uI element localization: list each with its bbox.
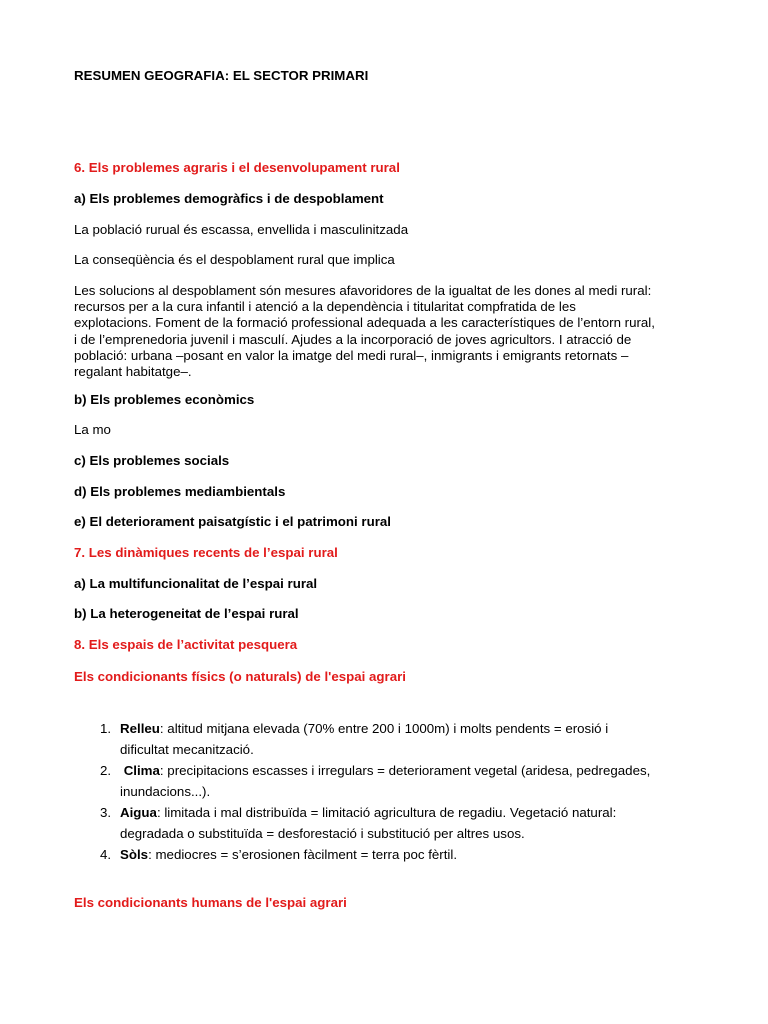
document-title: RESUMEN GEOGRAFIA: EL SECTOR PRIMARI <box>74 68 369 83</box>
list-term: Aigua <box>120 805 157 820</box>
list-item <box>74 844 714 865</box>
section-7-heading: 7. Les dinàmiques recents de l’espai rural <box>74 545 338 560</box>
list-text: dificultat mecanització. <box>120 742 254 757</box>
list-text: : limitada i mal distribuïda = limitació agricultura de regadiu. Vegetació natural: <box>156 805 617 820</box>
condicionants-fisics-heading: Els condicionants físics (o naturals) de l'espai agrari <box>74 669 406 684</box>
subheading-economics: b) Els problemes econòmics <box>74 392 255 407</box>
list-item <box>74 760 714 802</box>
paragraph-line: regalant habitatge–. <box>74 364 192 380</box>
list-number: 2. <box>100 763 112 778</box>
list-term: Sòls <box>120 847 149 862</box>
list-text: degradada o substituïda = desforestació i substitució per altres usos. <box>120 826 525 841</box>
condicionants-humans-heading: Els condicionants humans de l'espai agrari <box>74 895 347 910</box>
list-text: : altitud mitjana elevada (70% entre 200 i 1000m) i molts pendents = erosió i <box>159 721 609 736</box>
list-text: : mediocres = s’erosionen fàcilment = terra poc fèrtil. <box>148 847 458 862</box>
list-item <box>74 802 714 844</box>
list-number: 1. <box>100 721 112 736</box>
paragraph-line: població: urbana –posant en valor la imatge del medi rural–, inmigrants i emigrants retornats – <box>74 347 629 363</box>
list-text: inundacions...). <box>120 784 211 799</box>
list-item <box>74 718 714 760</box>
list-term: Clima <box>120 763 160 778</box>
list-number: 3. <box>100 805 112 820</box>
list-number: 4. <box>100 847 112 862</box>
subheading-mediambientals: d) Els problemes mediambientals <box>74 484 286 499</box>
paragraph-line: explotacions. Foment de la formació professional adequada a les característiques de l’entorn rural, <box>74 315 655 331</box>
text-consequencia: La conseqüència és el despoblament rural que implica <box>74 252 395 267</box>
list-term: Relleu <box>120 721 160 736</box>
subheading-demografics: a) Els problemes demogràfics i de despoblament <box>74 191 384 206</box>
text-la-mo: La mo <box>74 422 111 437</box>
condicionants-list <box>74 718 714 865</box>
subheading-heterogeneitat: b) La heterogeneitat de l’espai rural <box>74 606 299 621</box>
subheading-deteriorament: e) El deteriorament paisatgístic i el patrimoni rural <box>74 514 391 529</box>
text-poblacio: La població rurual és escassa, envellida i masculinitzada <box>74 222 409 237</box>
subheading-socials: c) Els problemes socials <box>74 453 230 468</box>
section-6-heading: 6. Els problemes agraris i el desenvolupament rural <box>74 160 400 175</box>
paragraph-line: recursos per a la cura infantil i atenció a la dependència i titularitat compfratida de les <box>74 299 576 315</box>
list-text: : precipitacions escasses i irregulars = deteriorament vegetal (aridesa, pedregades, <box>159 763 651 778</box>
subheading-multifuncionalitat: a) La multifuncionalitat de l’espai rural <box>74 576 318 591</box>
paragraph-line: Les solucions al despoblament són mesures afavoridores de la igualtat de les dones al medi rural: <box>74 283 652 298</box>
section-8-heading: 8. Els espais de l’activitat pesquera <box>74 637 298 652</box>
paragraph-solucions <box>74 283 704 380</box>
paragraph-line: i de l’emprenedoria juvenil i masculí. Ajudes a la incorporació de joves agricultors. I atracció de <box>74 331 632 347</box>
